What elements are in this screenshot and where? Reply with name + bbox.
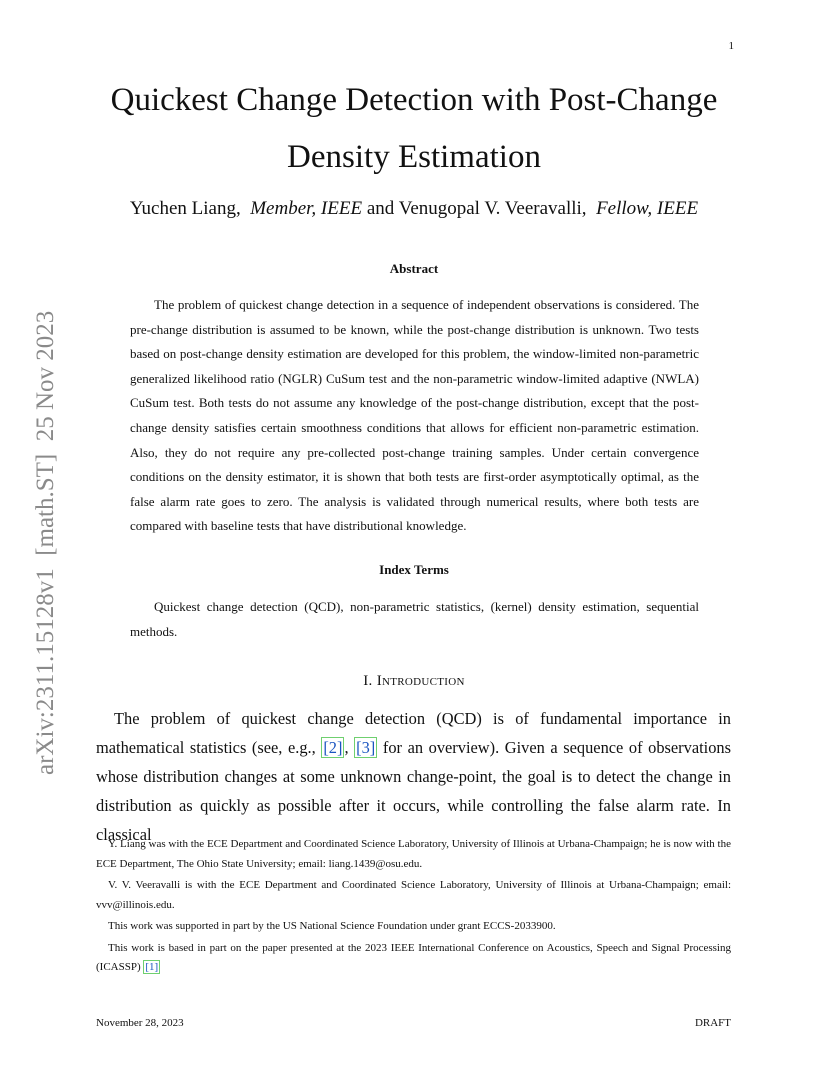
citation-link-3[interactable]: [3] — [356, 738, 376, 757]
footer-status: DRAFT — [694, 1017, 731, 1029]
citation-link-2[interactable]: [2] — [323, 738, 343, 757]
section-number: I. — [363, 673, 373, 689]
arxiv-identifier-stamp: arXiv:2311.15128v1 [math.ST] 25 Nov 2023 — [32, 310, 59, 775]
intro-text-b: for an overview). Given a sequence of observations whose distribution changes at some unknown change-point, the goal is to detect the change in distribution as quickly as possible after it occurs, while controlling the false alarm rate. In classical — [96, 738, 731, 844]
index-terms-text: Quickest change detection (QCD), non-parametric statistics, (kernel) density estimation, sequential methods. — [130, 599, 699, 639]
author-2-name: Venugopal V. Veeravalli, — [398, 198, 587, 219]
intro-text-a: The problem of quickest change detection (QCD) is of fundamental importance in mathematical statistics (see, e.g., — [96, 709, 731, 757]
footer-date: November 28, 2023 — [96, 1017, 184, 1029]
abstract-text: The problem of quickest change detection in a sequence of independent observations is considered. The pre-change distribution is assumed to be known, while the post-change distribution is unknown. Two tests based on post-change density estimation are developed for this problem, the window-limited non-parametric generalized likelihood ratio (NGLR) CuSum test and the non-parametric window-limited adaptive (NWLA) CuSum test. Both tests do not assume any knowledge of the post-change distribution, except that the post-change density satisfies certain smoothness conditions that allows for efficient non-parametric estimation. Also, they do not require any pre-collected post-change training samples. Under certain convergence conditions on the density estimator, it is shown that both tests are first-order asymptotically optimal, as the false alarm rate goes to zero. The analysis is validated through numerical results, where both tests are compared with baseline tests that have distributional knowledge. — [130, 297, 699, 534]
citation-separator: , — [344, 738, 355, 757]
footnote-liang: Y. Liang was with the ECE Department and Coordinated Science Laboratory, University of Illinois at Urbana-Champaign; he is now with the ECE Department, The Ohio State University; email: liang.1439@osu.edu. — [96, 838, 731, 870]
author-1-name: Yuchen Liang, — [129, 198, 241, 219]
citation-link-1[interactable]: [1] — [145, 961, 159, 973]
paper-title: Quickest Change Detection with Post-Change Density Estimation — [110, 82, 718, 175]
page-number: 1 — [728, 40, 734, 52]
index-terms-heading: Index Terms — [379, 562, 449, 577]
footnote-funding: This work was supported in part by the US National Science Foundation under grant ECCS-2033900. — [108, 920, 556, 932]
footnote-icassp — [96, 939, 731, 978]
footnote-veeravalli: V. V. Veeravalli is with the ECE Department and Coordinated Science Laboratory, University of Illinois at Urbana-Champaign; email: vvv@illinois.edu. — [96, 879, 731, 911]
abstract-heading: Abstract — [389, 261, 439, 276]
section-heading-introduction — [60, 673, 768, 690]
author-conjunction: and — [366, 198, 395, 219]
footnote-icassp-text: This work is based in part on the paper presented at the 2023 IEEE International Conference on Acoustics, Speech and Signal Processing (ICASSP) — [96, 941, 731, 973]
author-2-affiliation: Fellow, IEEE — [596, 198, 699, 219]
footnotes — [96, 835, 731, 978]
author-1-affiliation: Member, IEEE — [250, 198, 363, 219]
section-title: Introduction — [376, 673, 465, 689]
author-line — [60, 196, 768, 222]
introduction-paragraph — [96, 704, 731, 849]
